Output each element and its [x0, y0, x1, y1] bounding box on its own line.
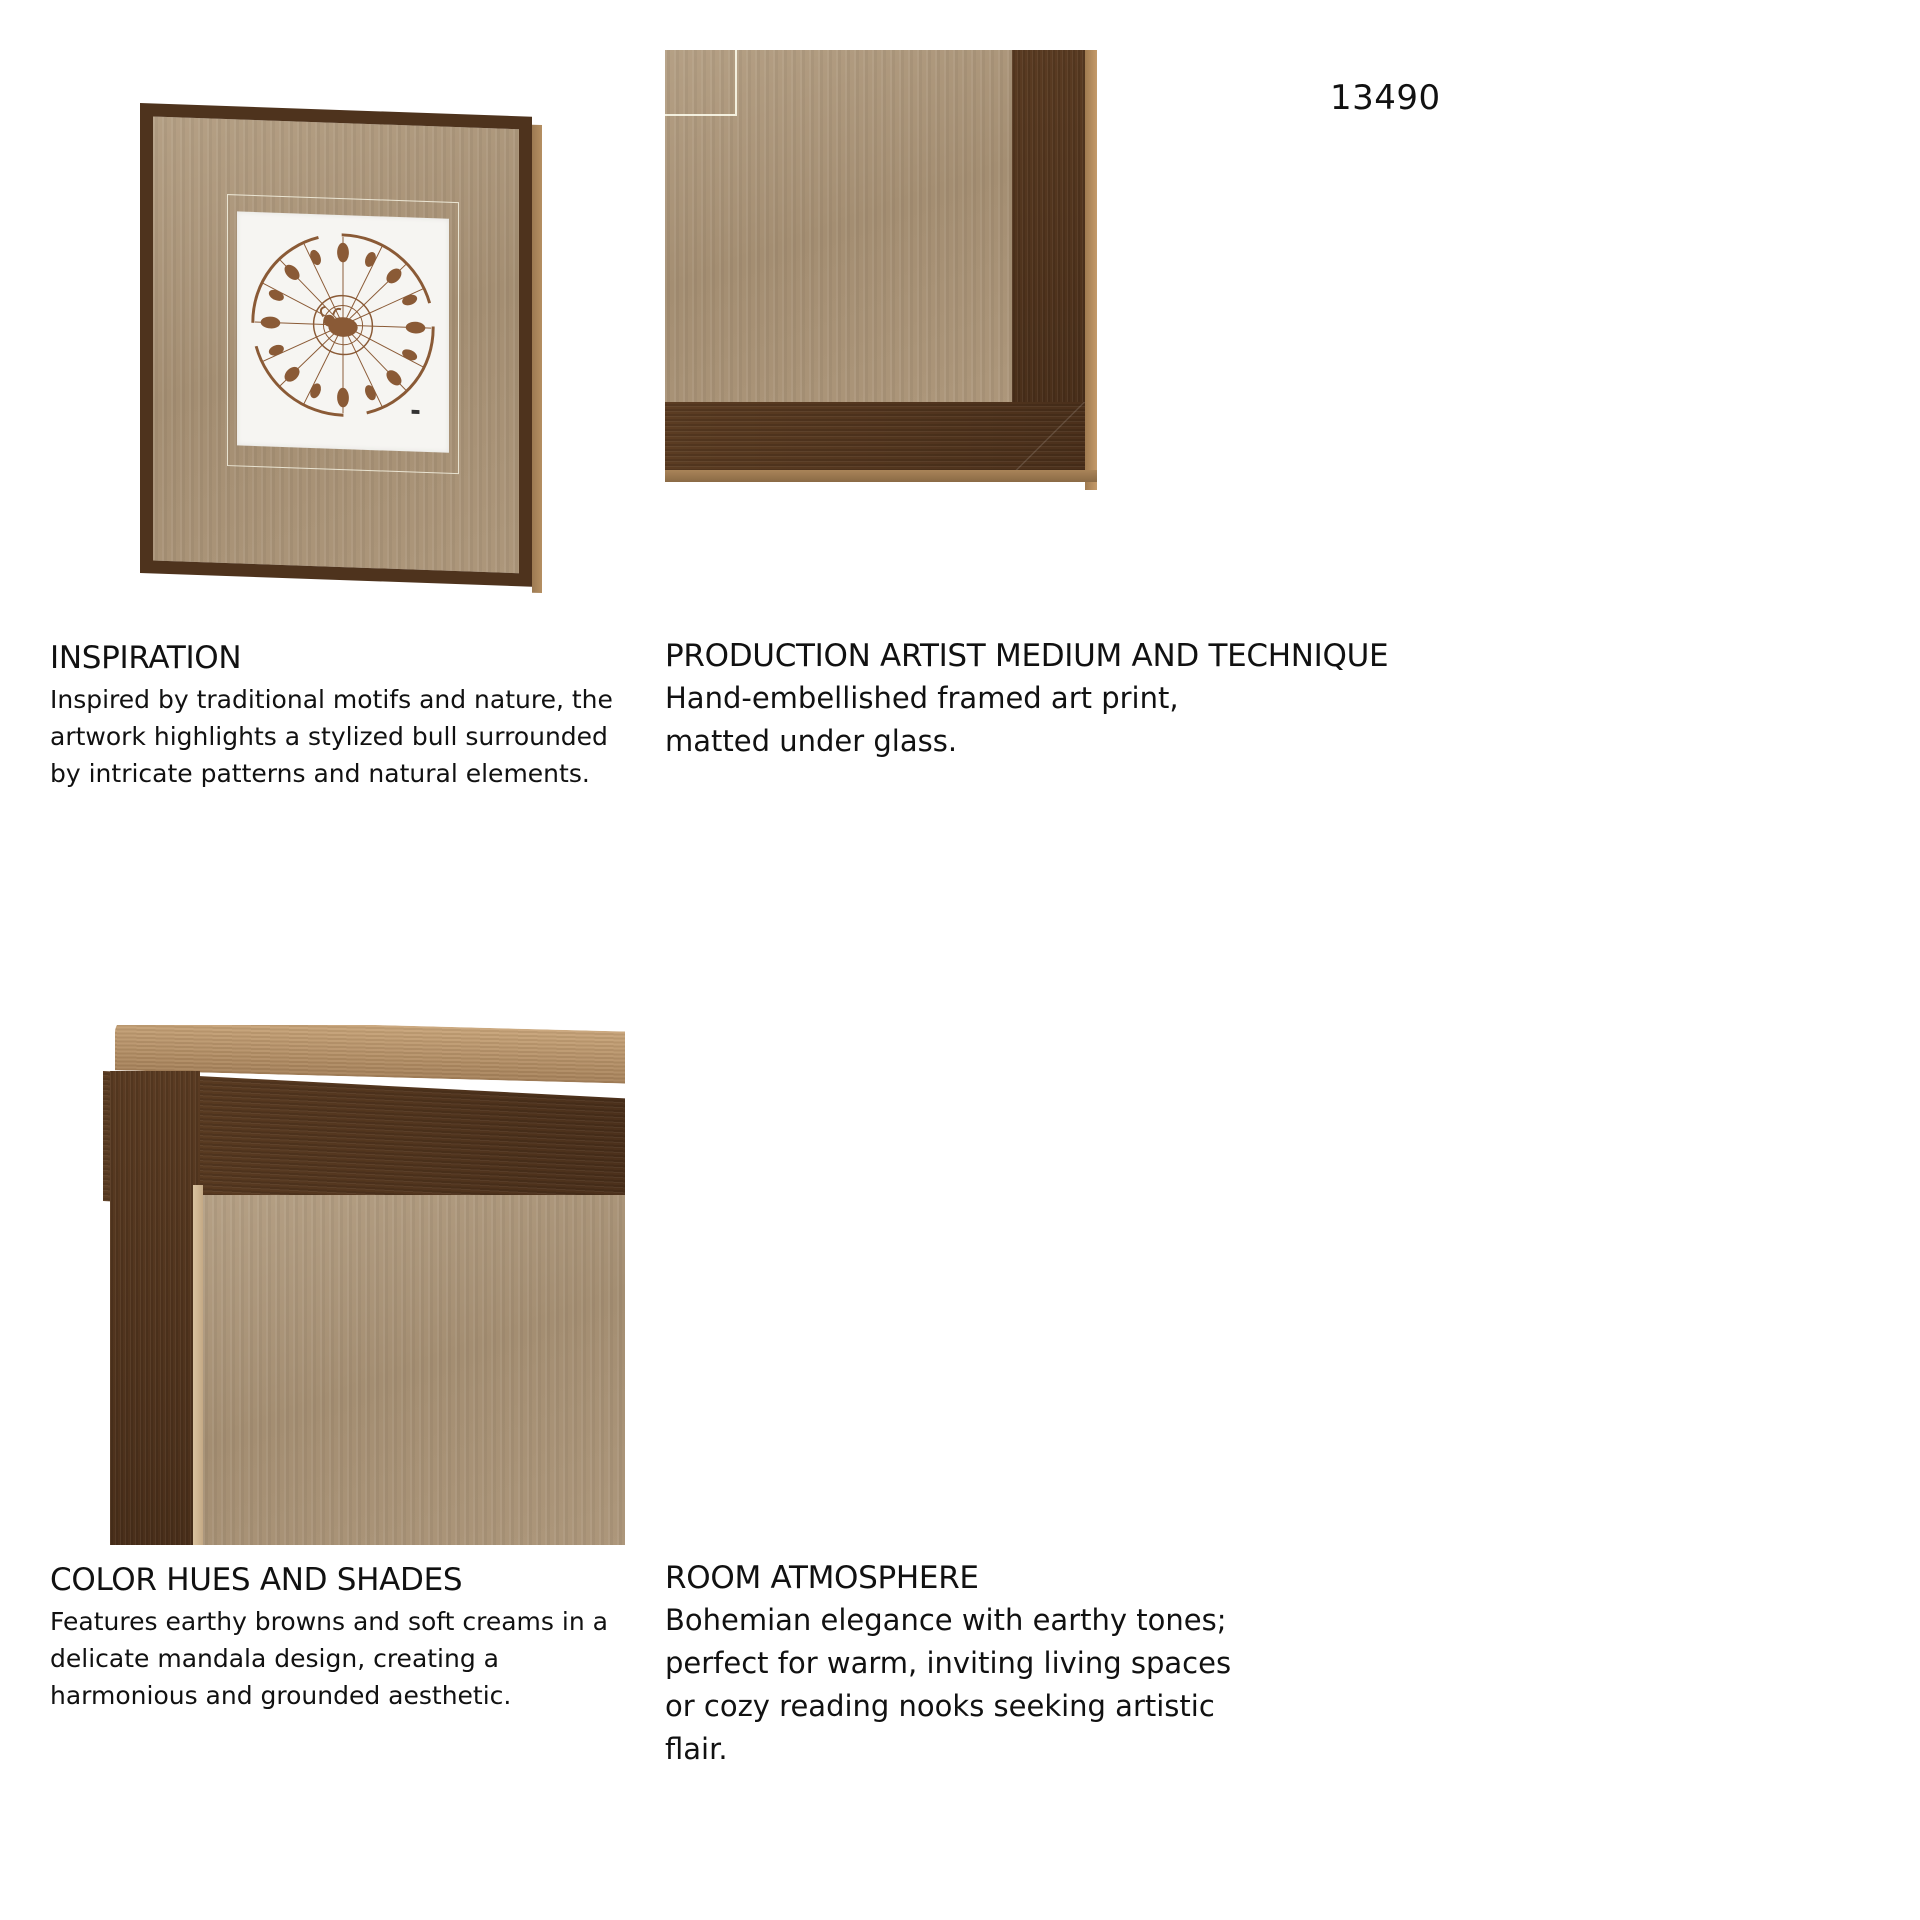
- room-section: [665, 1560, 1285, 1771]
- body-line: or cozy reading nooks seeking artistic: [665, 1689, 1215, 1724]
- body-line: flair.: [665, 1732, 728, 1767]
- body-line: perfect for warm, inviting living spaces: [665, 1646, 1232, 1681]
- frame-side-edge: [532, 125, 542, 593]
- body-line: Inspired by traditional motifs and nature, the: [50, 685, 613, 715]
- frame-miter-joint: [1012, 402, 1087, 472]
- section-title: PRODUCTION ARTIST MEDIUM AND TECHNIQUE: [665, 638, 1389, 674]
- body-line: artwork highlights a stylized bull surrounded: [50, 722, 608, 752]
- section-body: [665, 1599, 1285, 1771]
- production-section: [665, 638, 1425, 763]
- mat-surface: [203, 1195, 625, 1545]
- frame-edge-right: [1085, 50, 1097, 490]
- section-body: [50, 1603, 630, 1714]
- body-line: delicate mandala design, creating a: [50, 1644, 499, 1674]
- section-body: [665, 677, 1425, 763]
- framed-art-image: [140, 103, 532, 573]
- body-line: harmonious and grounded aesthetic.: [50, 1681, 512, 1711]
- frame-corner-closeup-image: [665, 50, 1105, 490]
- product-number: 13490: [1330, 78, 1441, 118]
- section-title: INSPIRATION: [50, 640, 242, 676]
- section-title: ROOM ATMOSPHERE: [665, 1560, 979, 1596]
- frame-border: [140, 103, 532, 587]
- mat-inlay-corner: [665, 50, 737, 116]
- section-title: COLOR HUES AND SHADES: [50, 1562, 463, 1598]
- color-section: [50, 1562, 630, 1714]
- frame-inner-bevel: [193, 1185, 203, 1545]
- frame-rail-left: [110, 1071, 200, 1545]
- body-line: Bohemian elegance with earthy tones;: [665, 1603, 1227, 1638]
- body-line: matted under glass.: [665, 724, 958, 759]
- body-line: Features earthy browns and soft creams in a: [50, 1607, 608, 1637]
- section-body: [50, 681, 630, 792]
- inspiration-section: [50, 640, 630, 792]
- body-line: by intricate patterns and natural elements.: [50, 759, 590, 789]
- frame-corner-angled-image: [103, 1025, 625, 1545]
- body-line: Hand-embellished framed art print,: [665, 681, 1179, 716]
- frame-rail-right: [1012, 50, 1087, 405]
- frame-edge-bottom: [665, 470, 1097, 482]
